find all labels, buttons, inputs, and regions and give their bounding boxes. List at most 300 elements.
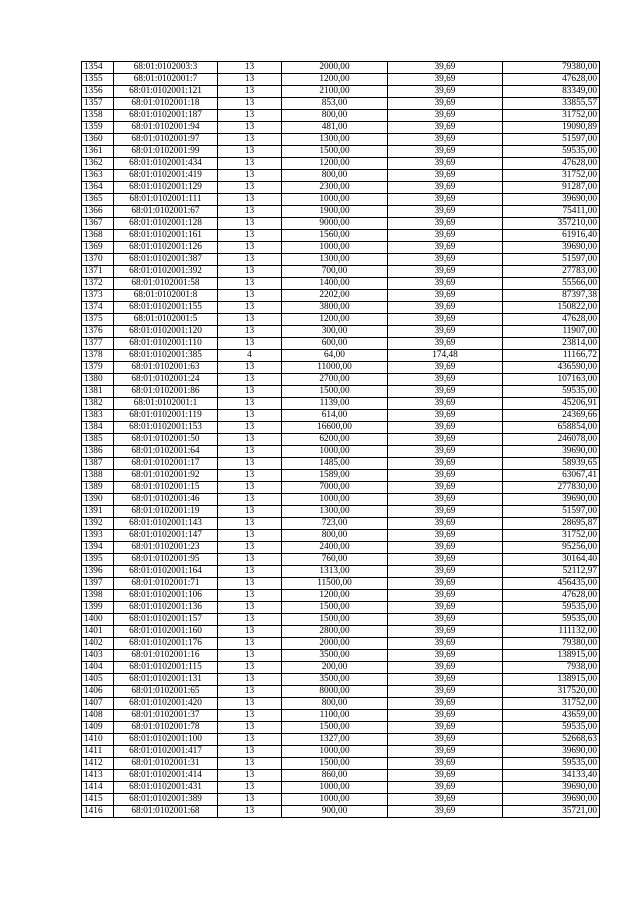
- rate-cell: 39,69: [388, 206, 503, 218]
- row-number-cell: 1413: [82, 770, 114, 782]
- category-cell: 13: [218, 782, 282, 794]
- row-number-cell: 1376: [82, 326, 114, 338]
- rate-cell: 39,69: [388, 554, 503, 566]
- row-number-cell: 1391: [82, 506, 114, 518]
- cadastral-number-cell: 68:01:0102001:143: [114, 518, 218, 530]
- value-cell: 31752,00: [503, 698, 600, 710]
- area-cell: 1900,00: [282, 206, 388, 218]
- table-row: [82, 638, 600, 650]
- value-cell: 51597,00: [503, 254, 600, 266]
- rate-cell: 39,69: [388, 578, 503, 590]
- value-cell: 51597,00: [503, 506, 600, 518]
- table-row: [82, 590, 600, 602]
- category-cell: 13: [218, 398, 282, 410]
- category-cell: 13: [218, 530, 282, 542]
- cadastral-number-cell: 68:01:0102001:15: [114, 482, 218, 494]
- table-row: [82, 398, 600, 410]
- value-cell: 24369,66: [503, 410, 600, 422]
- cadastral-number-cell: 68:01:0102001:129: [114, 182, 218, 194]
- category-cell: 13: [218, 158, 282, 170]
- cadastral-number-cell: 68:01:0102001:157: [114, 614, 218, 626]
- row-number-cell: 1414: [82, 782, 114, 794]
- cadastral-number-cell: 68:01:0102001:111: [114, 194, 218, 206]
- cadastral-number-cell: 68:01:0102001:65: [114, 686, 218, 698]
- cadastral-number-cell: 68:01:0102001:164: [114, 566, 218, 578]
- rate-cell: 39,69: [388, 614, 503, 626]
- rate-cell: 39,69: [388, 134, 503, 146]
- rate-cell: 39,69: [388, 782, 503, 794]
- rate-cell: 39,69: [388, 662, 503, 674]
- row-number-cell: 1394: [82, 542, 114, 554]
- rate-cell: 39,69: [388, 266, 503, 278]
- row-number-cell: 1354: [82, 62, 114, 74]
- cadastral-number-cell: 68:01:0102001:120: [114, 326, 218, 338]
- category-cell: 13: [218, 170, 282, 182]
- category-cell: 13: [218, 182, 282, 194]
- cadastral-number-cell: 68:01:0102001:37: [114, 710, 218, 722]
- value-cell: 45206,91: [503, 398, 600, 410]
- area-cell: 16600,00: [282, 422, 388, 434]
- rate-cell: 39,69: [388, 794, 503, 806]
- value-cell: 39690,00: [503, 242, 600, 254]
- table-row: [82, 302, 600, 314]
- row-number-cell: 1398: [82, 590, 114, 602]
- row-number-cell: 1385: [82, 434, 114, 446]
- category-cell: 13: [218, 734, 282, 746]
- category-cell: 13: [218, 362, 282, 374]
- category-cell: 13: [218, 758, 282, 770]
- category-cell: 13: [218, 134, 282, 146]
- category-cell: 13: [218, 614, 282, 626]
- value-cell: 58939,65: [503, 458, 600, 470]
- area-cell: 2202,00: [282, 290, 388, 302]
- value-cell: 357210,00: [503, 218, 600, 230]
- category-cell: 13: [218, 218, 282, 230]
- rate-cell: 39,69: [388, 758, 503, 770]
- area-cell: 800,00: [282, 698, 388, 710]
- rate-cell: 39,69: [388, 110, 503, 122]
- area-cell: 1300,00: [282, 254, 388, 266]
- table-row: [82, 746, 600, 758]
- category-cell: 13: [218, 290, 282, 302]
- area-cell: 600,00: [282, 338, 388, 350]
- row-number-cell: 1368: [82, 230, 114, 242]
- category-cell: 13: [218, 458, 282, 470]
- cadastral-number-cell: 68:01:0102001:128: [114, 218, 218, 230]
- rate-cell: 39,69: [388, 170, 503, 182]
- rate-cell: 39,69: [388, 374, 503, 386]
- cadastral-number-cell: 68:01:0102001:1: [114, 398, 218, 410]
- row-number-cell: 1411: [82, 746, 114, 758]
- area-cell: 1500,00: [282, 722, 388, 734]
- table-row: [82, 374, 600, 386]
- area-cell: 800,00: [282, 530, 388, 542]
- cadastral-number-cell: 68:01:0102001:63: [114, 362, 218, 374]
- value-cell: 11166,72: [503, 350, 600, 362]
- category-cell: 13: [218, 626, 282, 638]
- table-row: [82, 182, 600, 194]
- rate-cell: 39,69: [388, 710, 503, 722]
- cadastral-number-cell: 68:01:0102001:392: [114, 266, 218, 278]
- area-cell: 900,00: [282, 806, 388, 818]
- row-number-cell: 1365: [82, 194, 114, 206]
- area-cell: 700,00: [282, 266, 388, 278]
- area-cell: 3500,00: [282, 650, 388, 662]
- row-number-cell: 1400: [82, 614, 114, 626]
- area-cell: 6200,00: [282, 434, 388, 446]
- area-cell: 723,00: [282, 518, 388, 530]
- cadastral-number-cell: 68:01:0102001:385: [114, 350, 218, 362]
- row-number-cell: 1397: [82, 578, 114, 590]
- category-cell: 13: [218, 566, 282, 578]
- row-number-cell: 1380: [82, 374, 114, 386]
- area-cell: 1327,00: [282, 734, 388, 746]
- rate-cell: 39,69: [388, 494, 503, 506]
- area-cell: 1560,00: [282, 230, 388, 242]
- cadastral-number-cell: 68:01:0102001:23: [114, 542, 218, 554]
- cadastral-number-cell: 68:01:0102001:16: [114, 650, 218, 662]
- table-body: [82, 62, 600, 818]
- category-cell: 13: [218, 518, 282, 530]
- table-row: [82, 386, 600, 398]
- value-cell: 138915,00: [503, 674, 600, 686]
- category-cell: 13: [218, 446, 282, 458]
- data-table: [81, 61, 600, 818]
- category-cell: 13: [218, 122, 282, 134]
- value-cell: 31752,00: [503, 530, 600, 542]
- cadastral-number-cell: 68:01:0102001:67: [114, 206, 218, 218]
- row-number-cell: 1369: [82, 242, 114, 254]
- rate-cell: 39,69: [388, 698, 503, 710]
- value-cell: 47628,00: [503, 74, 600, 86]
- value-cell: 52668,63: [503, 734, 600, 746]
- table-row: [82, 662, 600, 674]
- value-cell: 47628,00: [503, 314, 600, 326]
- rate-cell: 39,69: [388, 734, 503, 746]
- category-cell: 13: [218, 230, 282, 242]
- value-cell: 39690,00: [503, 782, 600, 794]
- value-cell: 33855,57: [503, 98, 600, 110]
- row-number-cell: 1415: [82, 794, 114, 806]
- area-cell: 614,00: [282, 410, 388, 422]
- area-cell: 481,00: [282, 122, 388, 134]
- value-cell: 52112,97: [503, 566, 600, 578]
- area-cell: 1000,00: [282, 794, 388, 806]
- area-cell: 1000,00: [282, 782, 388, 794]
- cadastral-number-cell: 68:01:0102001:97: [114, 134, 218, 146]
- table-row: [82, 134, 600, 146]
- row-number-cell: 1379: [82, 362, 114, 374]
- row-number-cell: 1392: [82, 518, 114, 530]
- table-row: [82, 674, 600, 686]
- cadastral-number-cell: 68:01:0102001:24: [114, 374, 218, 386]
- category-cell: 13: [218, 98, 282, 110]
- area-cell: 800,00: [282, 110, 388, 122]
- area-cell: 11000,00: [282, 362, 388, 374]
- value-cell: 91287,00: [503, 182, 600, 194]
- row-number-cell: 1375: [82, 314, 114, 326]
- category-cell: 13: [218, 110, 282, 122]
- cadastral-number-cell: 68:01:0102001:176: [114, 638, 218, 650]
- table-row: [82, 734, 600, 746]
- rate-cell: 39,69: [388, 146, 503, 158]
- area-cell: 8000,00: [282, 686, 388, 698]
- area-cell: 2100,00: [282, 86, 388, 98]
- value-cell: 43659,00: [503, 710, 600, 722]
- rate-cell: 39,69: [388, 470, 503, 482]
- category-cell: 13: [218, 686, 282, 698]
- rate-cell: 39,69: [388, 746, 503, 758]
- category-cell: 13: [218, 674, 282, 686]
- area-cell: 1500,00: [282, 386, 388, 398]
- value-cell: 47628,00: [503, 590, 600, 602]
- rate-cell: 39,69: [388, 674, 503, 686]
- table-row: [82, 218, 600, 230]
- row-number-cell: 1384: [82, 422, 114, 434]
- table-row: [82, 422, 600, 434]
- value-cell: 658854,00: [503, 422, 600, 434]
- area-cell: 3500,00: [282, 674, 388, 686]
- value-cell: 436590,00: [503, 362, 600, 374]
- row-number-cell: 1404: [82, 662, 114, 674]
- table-row: [82, 98, 600, 110]
- area-cell: 2700,00: [282, 374, 388, 386]
- value-cell: 35721,00: [503, 806, 600, 818]
- category-cell: 13: [218, 746, 282, 758]
- rate-cell: 39,69: [388, 230, 503, 242]
- value-cell: 61916,40: [503, 230, 600, 242]
- rate-cell: 39,69: [388, 86, 503, 98]
- category-cell: 13: [218, 386, 282, 398]
- row-number-cell: 1358: [82, 110, 114, 122]
- value-cell: 39690,00: [503, 194, 600, 206]
- area-cell: 1500,00: [282, 146, 388, 158]
- value-cell: 59535,00: [503, 758, 600, 770]
- value-cell: 111132,00: [503, 626, 600, 638]
- value-cell: 75411,00: [503, 206, 600, 218]
- row-number-cell: 1370: [82, 254, 114, 266]
- table-row: [82, 722, 600, 734]
- row-number-cell: 1373: [82, 290, 114, 302]
- table-row: [82, 242, 600, 254]
- table-row: [82, 578, 600, 590]
- category-cell: 4: [218, 350, 282, 362]
- category-cell: 13: [218, 206, 282, 218]
- value-cell: 19090,89: [503, 122, 600, 134]
- area-cell: 1000,00: [282, 494, 388, 506]
- row-number-cell: 1416: [82, 806, 114, 818]
- cadastral-number-cell: 68:01:0102001:387: [114, 254, 218, 266]
- area-cell: 1139,00: [282, 398, 388, 410]
- category-cell: 13: [218, 722, 282, 734]
- area-cell: 1500,00: [282, 614, 388, 626]
- rate-cell: 39,69: [388, 254, 503, 266]
- area-cell: 1500,00: [282, 602, 388, 614]
- table-row: [82, 470, 600, 482]
- table-row: [82, 782, 600, 794]
- table-row: [82, 170, 600, 182]
- area-cell: 1200,00: [282, 314, 388, 326]
- category-cell: 13: [218, 422, 282, 434]
- cadastral-number-cell: 68:01:0102001:64: [114, 446, 218, 458]
- table-row: [82, 146, 600, 158]
- cadastral-number-cell: 68:01:0102001:147: [114, 530, 218, 542]
- rate-cell: 39,69: [388, 62, 503, 74]
- table-row: [82, 482, 600, 494]
- table-row: [82, 758, 600, 770]
- rate-cell: 39,69: [388, 482, 503, 494]
- row-number-cell: 1355: [82, 74, 114, 86]
- value-cell: 150822,00: [503, 302, 600, 314]
- cadastral-number-cell: 68:01:0102001:160: [114, 626, 218, 638]
- rate-cell: 39,69: [388, 314, 503, 326]
- row-number-cell: 1395: [82, 554, 114, 566]
- table-row: [82, 338, 600, 350]
- rate-cell: 39,69: [388, 506, 503, 518]
- area-cell: 1500,00: [282, 758, 388, 770]
- cadastral-number-cell: 68:01:0102001:106: [114, 590, 218, 602]
- table-row: [82, 266, 600, 278]
- rate-cell: 39,69: [388, 458, 503, 470]
- category-cell: 13: [218, 770, 282, 782]
- table-row: [82, 446, 600, 458]
- value-cell: 107163,00: [503, 374, 600, 386]
- area-cell: 64,00: [282, 350, 388, 362]
- cadastral-number-cell: 68:01:0102001:100: [114, 734, 218, 746]
- cadastral-number-cell: 68:01:0102001:99: [114, 146, 218, 158]
- area-cell: 1200,00: [282, 158, 388, 170]
- table-row: [82, 698, 600, 710]
- rate-cell: 39,69: [388, 278, 503, 290]
- cadastral-number-cell: 68:01:0102001:131: [114, 674, 218, 686]
- cadastral-number-cell: 68:01:0102001:161: [114, 230, 218, 242]
- category-cell: 13: [218, 698, 282, 710]
- value-cell: 7938,00: [503, 662, 600, 674]
- table-row: [82, 122, 600, 134]
- value-cell: 55566,00: [503, 278, 600, 290]
- rate-cell: 39,69: [388, 590, 503, 602]
- row-number-cell: 1378: [82, 350, 114, 362]
- category-cell: 13: [218, 194, 282, 206]
- area-cell: 1200,00: [282, 590, 388, 602]
- rate-cell: 39,69: [388, 434, 503, 446]
- rate-cell: 39,69: [388, 626, 503, 638]
- table-row: [82, 530, 600, 542]
- row-number-cell: 1361: [82, 146, 114, 158]
- table-row: [82, 650, 600, 662]
- cadastral-number-cell: 68:01:0102001:46: [114, 494, 218, 506]
- row-number-cell: 1356: [82, 86, 114, 98]
- area-cell: 11500,00: [282, 578, 388, 590]
- rate-cell: 39,69: [388, 638, 503, 650]
- area-cell: 2000,00: [282, 638, 388, 650]
- table-row: [82, 230, 600, 242]
- category-cell: 13: [218, 266, 282, 278]
- table-row: [82, 158, 600, 170]
- value-cell: 59535,00: [503, 146, 600, 158]
- value-cell: 59535,00: [503, 722, 600, 734]
- rate-cell: 39,69: [388, 650, 503, 662]
- row-number-cell: 1374: [82, 302, 114, 314]
- rate-cell: 39,69: [388, 158, 503, 170]
- rate-cell: 39,69: [388, 194, 503, 206]
- value-cell: 138915,00: [503, 650, 600, 662]
- value-cell: 317520,00: [503, 686, 600, 698]
- row-number-cell: 1382: [82, 398, 114, 410]
- value-cell: 39690,00: [503, 494, 600, 506]
- category-cell: 13: [218, 314, 282, 326]
- category-cell: 13: [218, 602, 282, 614]
- value-cell: 95256,00: [503, 542, 600, 554]
- area-cell: 2300,00: [282, 182, 388, 194]
- rate-cell: 39,69: [388, 518, 503, 530]
- area-cell: 1300,00: [282, 134, 388, 146]
- rate-cell: 39,69: [388, 422, 503, 434]
- area-cell: 1100,00: [282, 710, 388, 722]
- area-cell: 2400,00: [282, 542, 388, 554]
- row-number-cell: 1371: [82, 266, 114, 278]
- rate-cell: 39,69: [388, 530, 503, 542]
- category-cell: 13: [218, 434, 282, 446]
- row-number-cell: 1386: [82, 446, 114, 458]
- value-cell: 246078,00: [503, 434, 600, 446]
- row-number-cell: 1390: [82, 494, 114, 506]
- table-row: [82, 554, 600, 566]
- value-cell: 277830,00: [503, 482, 600, 494]
- area-cell: 1000,00: [282, 194, 388, 206]
- cadastral-number-cell: 68:01:0102001:434: [114, 158, 218, 170]
- row-number-cell: 1359: [82, 122, 114, 134]
- area-cell: 860,00: [282, 770, 388, 782]
- row-number-cell: 1409: [82, 722, 114, 734]
- category-cell: 13: [218, 470, 282, 482]
- rate-cell: 39,69: [388, 686, 503, 698]
- rate-cell: 39,69: [388, 362, 503, 374]
- value-cell: 47628,00: [503, 158, 600, 170]
- table-row: [82, 518, 600, 530]
- area-cell: 1000,00: [282, 242, 388, 254]
- value-cell: 51597,00: [503, 134, 600, 146]
- table-row: [82, 494, 600, 506]
- area-cell: 200,00: [282, 662, 388, 674]
- area-cell: 1200,00: [282, 74, 388, 86]
- value-cell: 39690,00: [503, 794, 600, 806]
- rate-cell: 39,69: [388, 566, 503, 578]
- value-cell: 87397,38: [503, 290, 600, 302]
- table-row: [82, 686, 600, 698]
- category-cell: 13: [218, 62, 282, 74]
- cadastral-number-cell: 68:01:0102001:95: [114, 554, 218, 566]
- table-row: [82, 326, 600, 338]
- row-number-cell: 1381: [82, 386, 114, 398]
- value-cell: 59535,00: [503, 386, 600, 398]
- row-number-cell: 1388: [82, 470, 114, 482]
- category-cell: 13: [218, 374, 282, 386]
- row-number-cell: 1360: [82, 134, 114, 146]
- cadastral-number-cell: 68:01:0102001:420: [114, 698, 218, 710]
- cadastral-number-cell: 68:01:0102001:94: [114, 122, 218, 134]
- table-row: [82, 206, 600, 218]
- cadastral-number-cell: 68:01:0102001:389: [114, 794, 218, 806]
- value-cell: 59535,00: [503, 602, 600, 614]
- rate-cell: 39,69: [388, 386, 503, 398]
- table-row: [82, 194, 600, 206]
- area-cell: 1313,00: [282, 566, 388, 578]
- cadastral-number-cell: 68:01:0102001:92: [114, 470, 218, 482]
- rate-cell: 39,69: [388, 98, 503, 110]
- cadastral-number-cell: 68:01:0102001:31: [114, 758, 218, 770]
- category-cell: 13: [218, 86, 282, 98]
